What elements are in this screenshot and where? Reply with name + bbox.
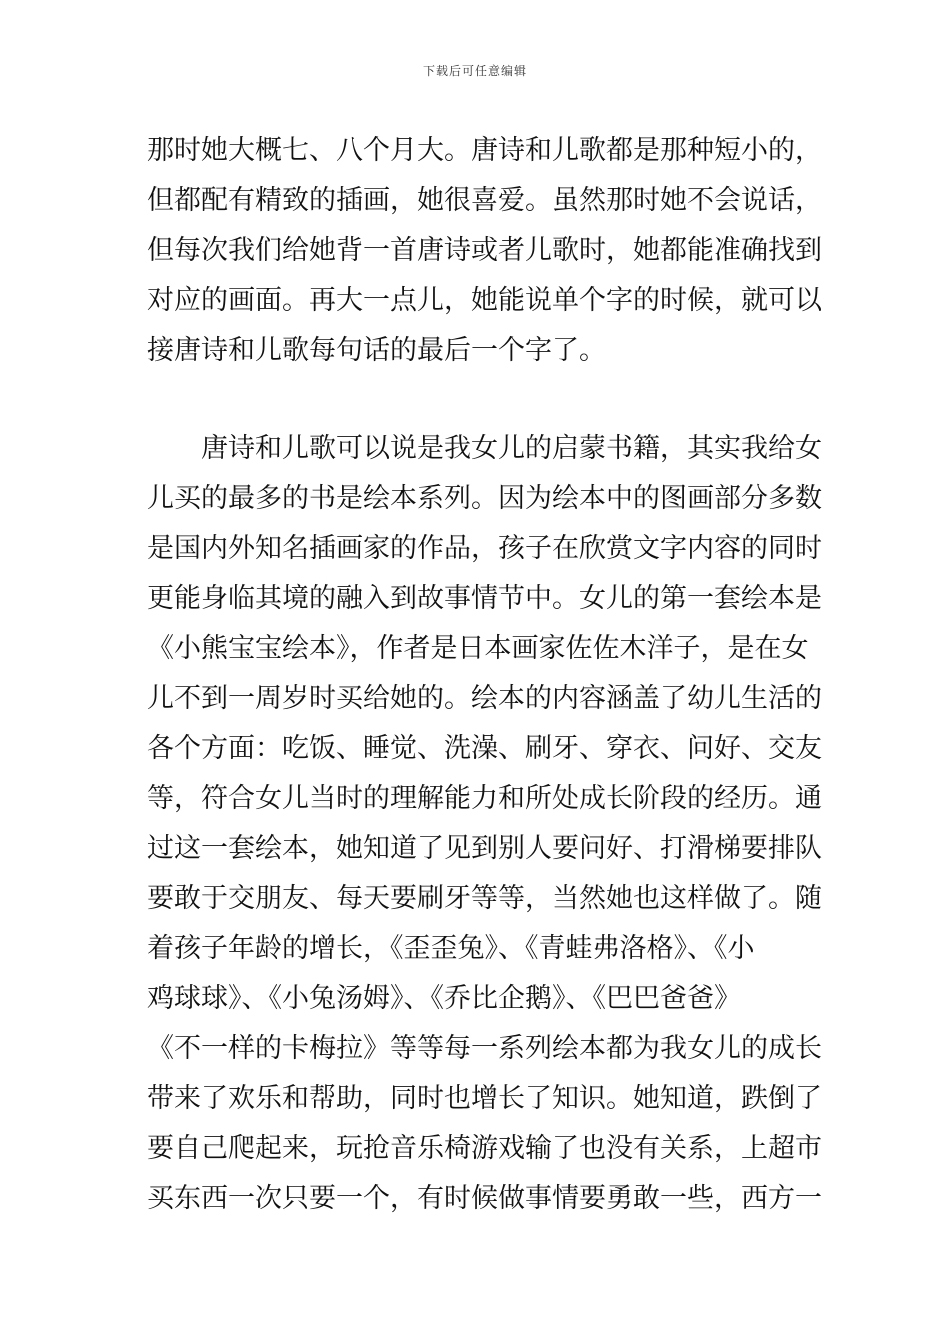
paragraph-2-line-8: 等，符合女儿当时的理解能力和所处成长阶段的经历。通 xyxy=(147,783,822,814)
paragraph-2-line-9: 过这一套绘本，她知道了见到别人要问好、打滑梯要排队 xyxy=(147,833,822,864)
paragraph-2-line-13: 《不一样的卡梅拉》等等每一系列绘本都为我女儿的成长 xyxy=(147,1033,822,1064)
paragraph-2-line-12: 鸡球球》、《小兔汤姆》、《乔比企鹅》、《巴巴爸爸》 xyxy=(147,983,741,1014)
paragraph-2-line-11: 着孩子年龄的增长，《歪歪兔》、《青蛙弗洛格》、《小 xyxy=(147,933,755,964)
paragraph-1-line-3: 但每次我们给她背一首唐诗或者儿歌时，她都能准确找到 xyxy=(147,235,822,266)
paragraph-2-line-2: 儿买的最多的书是绘本系列。因为绘本中的图画部分多数 xyxy=(147,483,822,514)
paragraph-2-line-3: 是国内外知名插画家的作品，孩子在欣赏文字内容的同时 xyxy=(147,533,822,564)
paragraph-2-line-16: 买东西一次只要一个，有时候做事情要勇敢一些，西方一 xyxy=(147,1183,822,1214)
paragraph-1-line-4: 对应的画面。再大一点儿，她能说单个字的时候，就可以 xyxy=(147,285,822,316)
paragraph-2-line-1: 唐诗和儿歌可以说是我女儿的启蒙书籍，其实我给女 xyxy=(174,433,822,464)
paragraph-2-line-10: 要敢于交朋友、每天要刷牙等等，当然她也这样做了。随 xyxy=(147,883,822,914)
paragraph-2-line-6: 儿不到一周岁时买给她的。绘本的内容涵盖了幼儿生活的 xyxy=(147,683,822,714)
paragraph-1-line-2: 但都配有精致的插画，她很喜爱。虽然那时她不会说话， xyxy=(147,185,822,216)
paragraph-2-line-4: 更能身临其境的融入到故事情节中。女儿的第一套绘本是 xyxy=(147,583,822,614)
paragraph-2-line-5: 《小熊宝宝绘本》，作者是日本画家佐佐木洋子，是在女 xyxy=(147,633,809,664)
paragraph-1-line-1: 那时她大概七、八个月大。唐诗和儿歌都是那种短小的， xyxy=(147,135,822,166)
page-header: 下载后可任意编辑 xyxy=(422,64,527,78)
paragraph-2-line-14: 带来了欢乐和帮助，同时也增长了知识。她知道，跌倒了 xyxy=(147,1083,822,1114)
paragraph-2-line-15: 要自己爬起来，玩抢音乐椅游戏输了也没有关系，上超市 xyxy=(147,1133,822,1164)
paragraph-1-line-5: 接唐诗和儿歌每句话的最后一个字了。 xyxy=(147,335,606,366)
paragraph-2-line-7: 各个方面：吃饭、睡觉、洗澡、刷牙、穿衣、问好、交友 xyxy=(147,733,822,764)
